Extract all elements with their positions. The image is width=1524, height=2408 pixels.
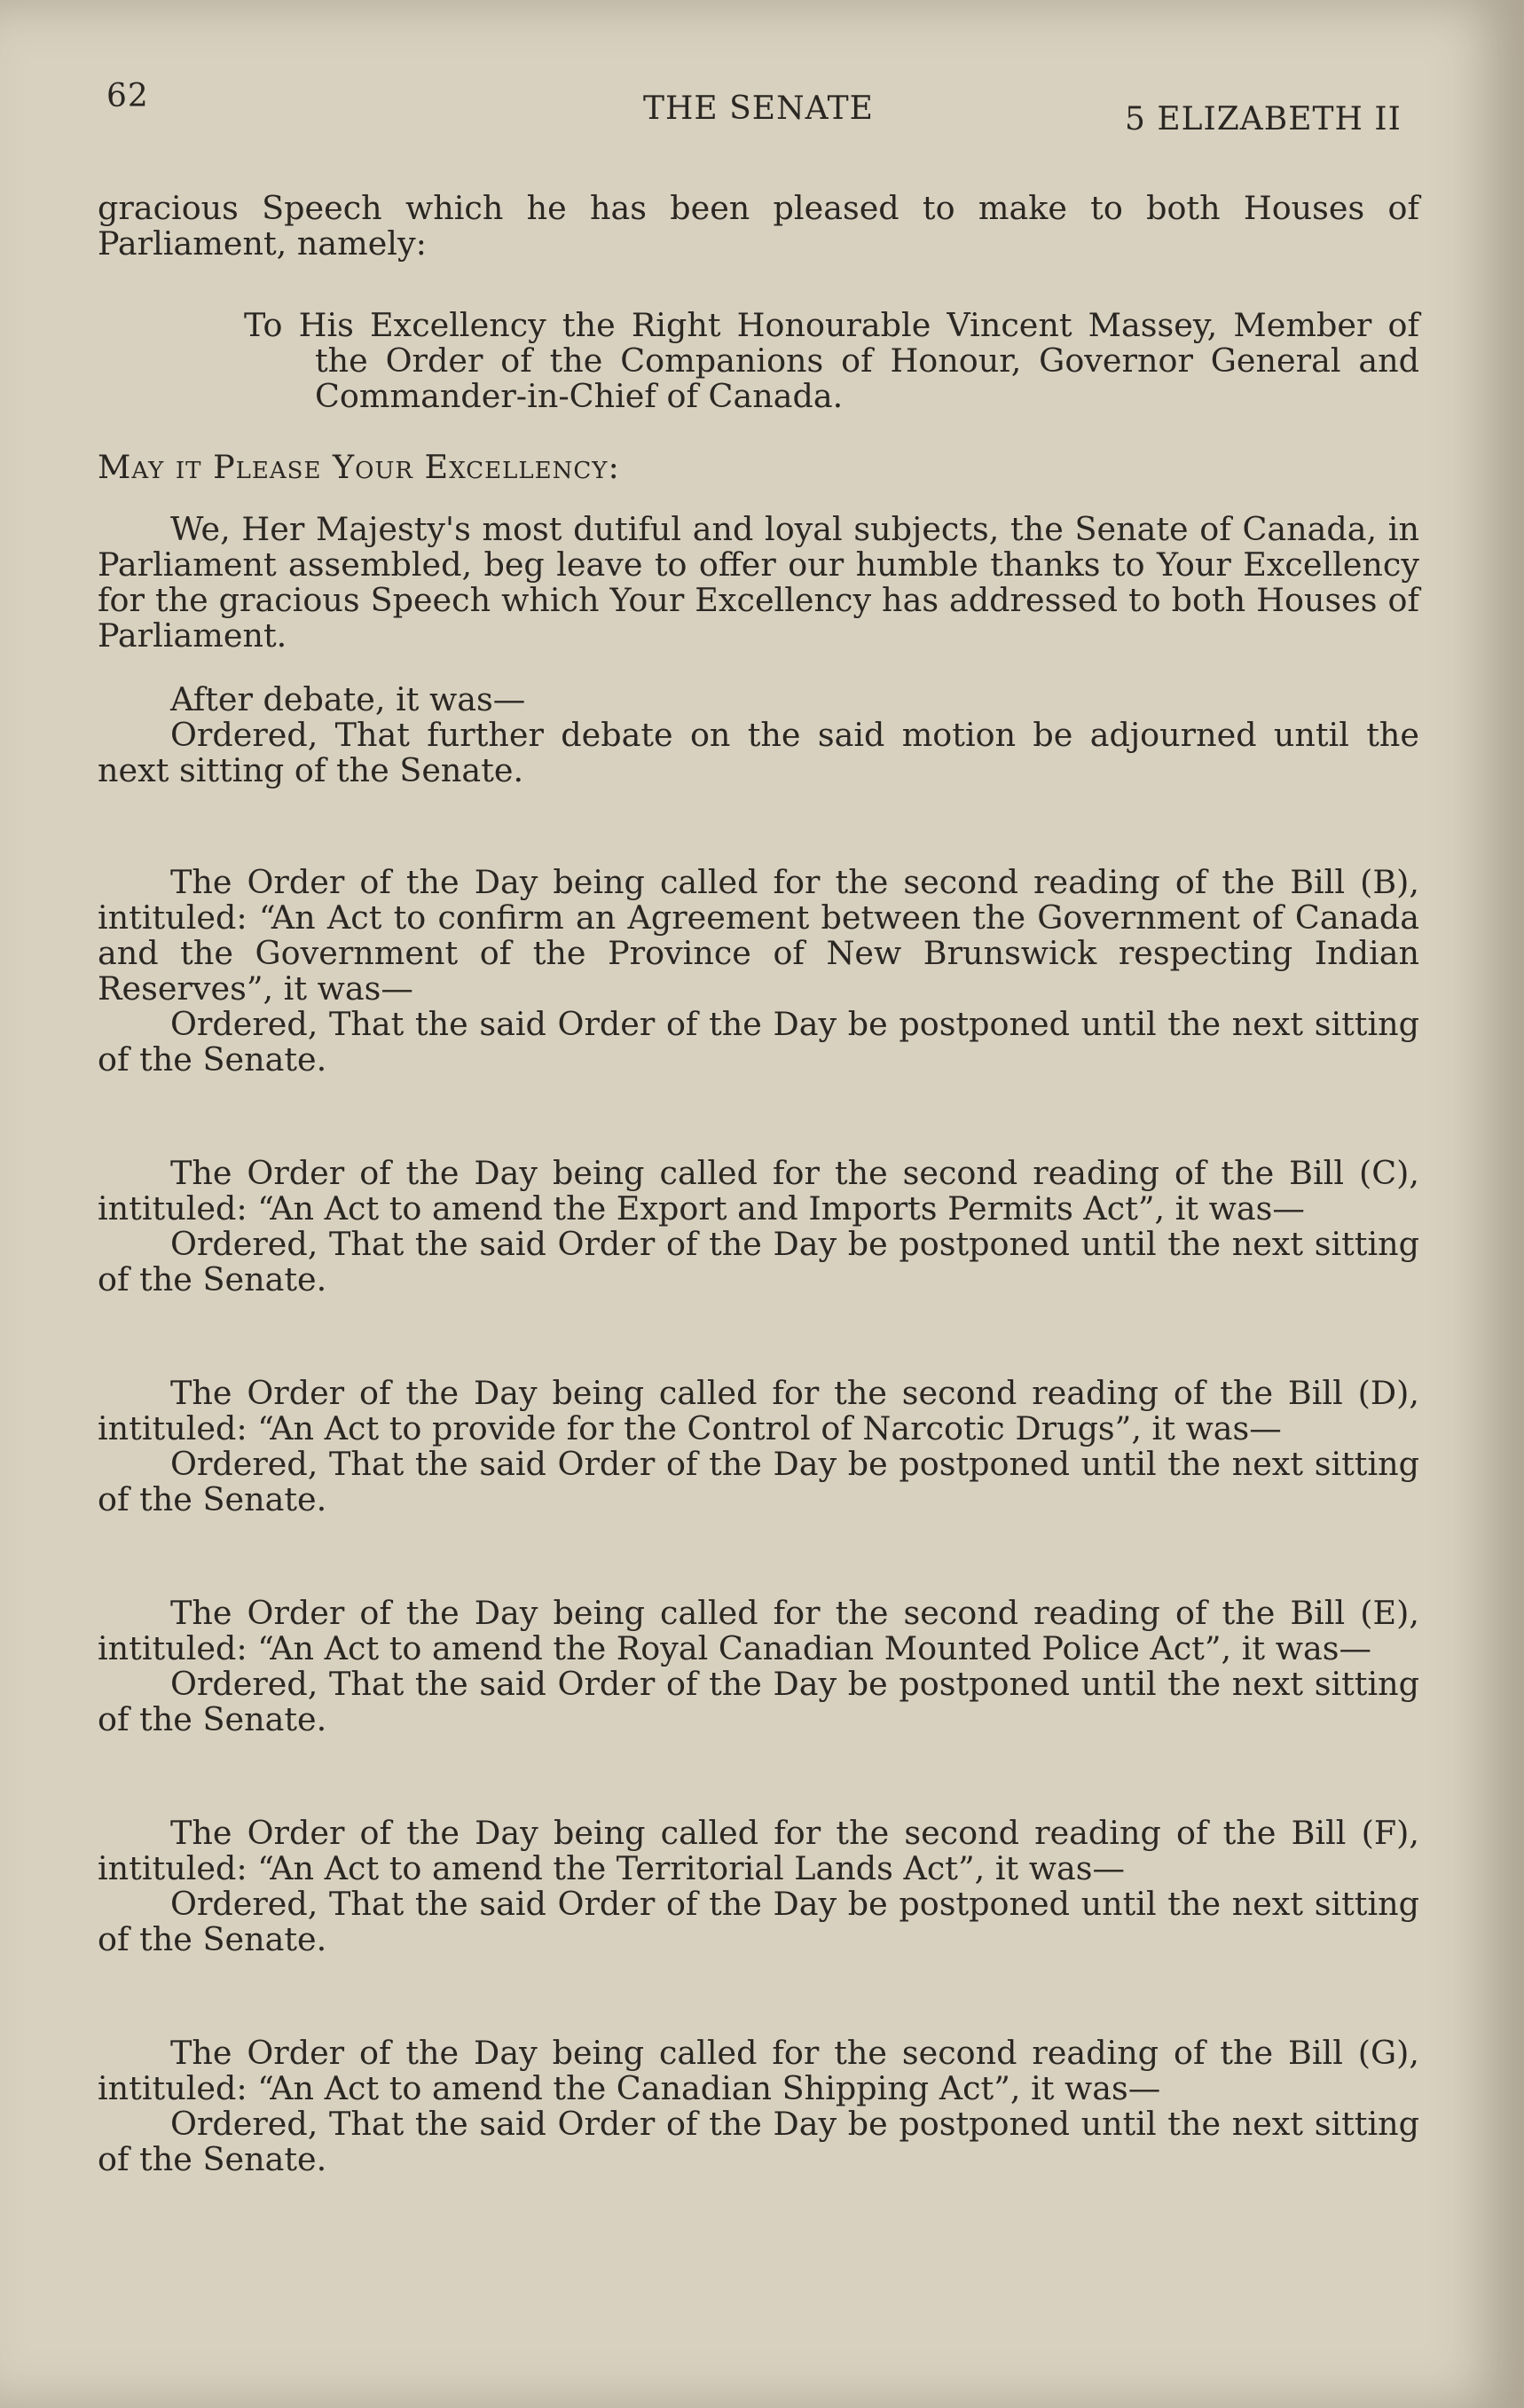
- order-block-bill-g: [98, 2035, 1419, 2177]
- order-block-bill-d: [98, 1376, 1419, 1518]
- order-paragraph: The Order of the Day being called for the second reading of the Bill (C), intituled: “An Act to amend the Export and Imports Permits Act”, it was—: [98, 1154, 1419, 1228]
- page-body: [98, 191, 1419, 2177]
- page-number: 62: [106, 78, 149, 114]
- ordered-paragraph: Ordered, That the said Order of the Day be postponed until the next sitting of the Senate.: [98, 1665, 1419, 1738]
- ordered-paragraph: Ordered, That the said Order of the Day be postponed until the next sitting of the Senate.: [98, 1005, 1419, 1079]
- ordered-paragraph: Ordered, That the said Order of the Day be postponed until the next sitting of the Senate.: [98, 1225, 1419, 1298]
- order-paragraph: The Order of the Day being called for the second reading of the Bill (B), intituled: “An Act to confirm an Agreement between the Government of Canada and the Government of the Province of New Brunswick respecting Indian Reserves”, it was—: [98, 863, 1419, 1008]
- address-paragraph: To His Excellency the Right Honourable Vincent Massey, Member of the Order of the Companions of Honour, Governor General and Commander-in-Chief of Canada.: [244, 306, 1419, 415]
- ordered-paragraph: Ordered, That the said Order of the Day be postponed until the next sitting of the Senate.: [98, 1885, 1419, 1958]
- order-paragraph: The Order of the Day being called for the second reading of the Bill (F), intituled: “An Act to amend the Territorial Lands Act”, it was—: [98, 1814, 1419, 1887]
- running-header-session: 5 ELIZABETH II: [1125, 101, 1402, 137]
- opening-paragraph: gracious Speech which he has been pleased to make to both Houses of Parliament, namely:: [98, 189, 1419, 263]
- order-block-bill-e: [98, 1596, 1419, 1737]
- order-block-bill-c: [98, 1156, 1419, 1298]
- order-block-bill-b: [98, 865, 1419, 1078]
- order-paragraph: The Order of the Day being called for the second reading of the Bill (E), intituled: “An Act to amend the Royal Canadian Mounted Police Act”, it was—: [98, 1594, 1419, 1667]
- order-block-bill-f: [98, 1816, 1419, 1957]
- order-paragraph: The Order of the Day being called for the second reading of the Bill (G), intituled: “An Act to amend the Canadian Shipping Act”, it was—: [98, 2034, 1419, 2107]
- salutation: May it Please Your Excellency:: [98, 448, 620, 486]
- after-debate-line: After debate, it was—: [170, 680, 526, 718]
- ordered-paragraph: Ordered, That the said Order of the Day be postponed until the next sitting of the Senate.: [98, 2105, 1419, 2178]
- running-header-title: THE SENATE: [643, 90, 874, 127]
- adjourn-order-paragraph: Ordered, That further debate on the said motion be adjourned until the next sitting of the Senate.: [98, 716, 1419, 789]
- order-paragraph: The Order of the Day being called for the second reading of the Bill (D), intituled: “An Act to provide for the Control of Narcotic Drugs”, it was—: [98, 1374, 1419, 1447]
- address-text-paragraph: We, Her Majesty's most dutiful and loyal subjects, the Senate of Canada, in Parliament assembled, beg leave to offer our humble thanks to Your Excellency for the gracious Speech which Your Excellency has addressed to both Houses of Parliament.: [98, 510, 1419, 655]
- ordered-paragraph: Ordered, That the said Order of the Day be postponed until the next sitting of the Senate.: [98, 1445, 1419, 1518]
